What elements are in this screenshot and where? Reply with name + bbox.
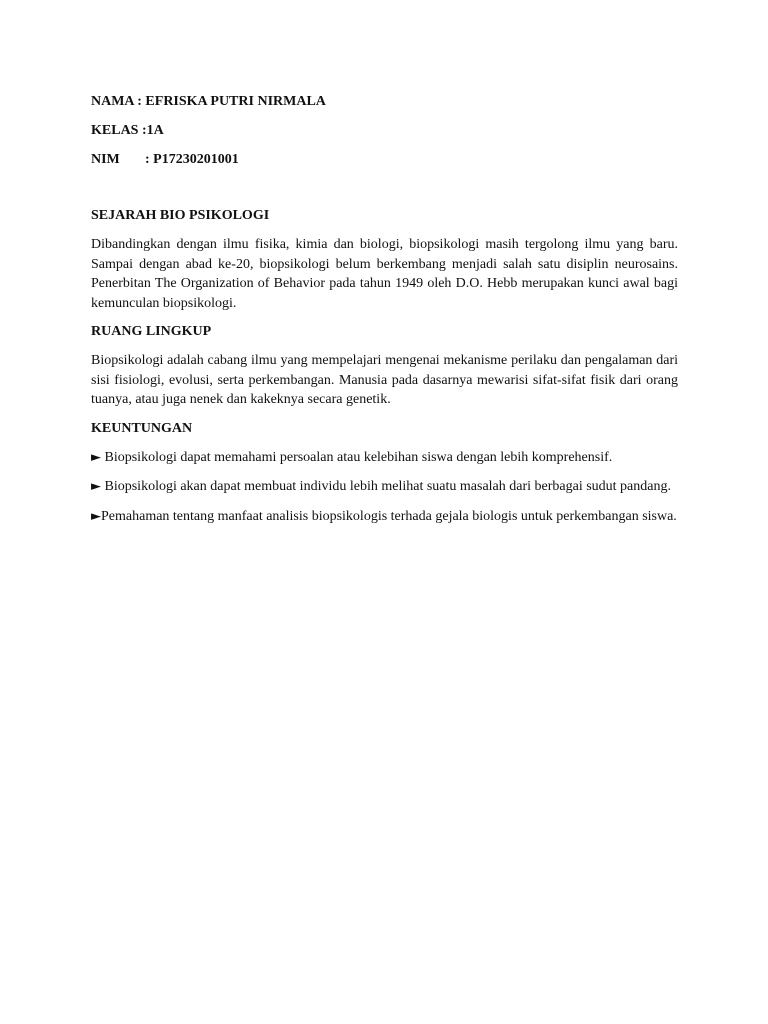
triangle-right-icon: ► — [91, 449, 101, 465]
history-heading: SEJARAH BIO PSIKOLOGI — [91, 208, 270, 223]
scope-paragraph: Biopsikologi adalah cabang ilmu yang mempelajari mengenai mekanisme perilaku dan pengalaman dari sisi fisiologi, evolusi, serta perkembangan. Manusia pada dasarnya mewarisi sifat-sifat fisik dari orang tuanya, atau juga nenek dan kakeknya secara genetik. — [91, 353, 678, 407]
document-page — [91, 93, 678, 536]
triangle-right-icon: ► — [91, 508, 101, 524]
history-paragraph: Dibandingkan dengan ilmu fisika, kimia dan biologi, biopsikologi masih tergolong ilmu yang baru. Sampai dengan abad ke-20, biopsikologi belum berkembang menjadi salah satu disiplin neurosains. Penerbitan The Organization of Behavior pada tahun 1949 oleh D.O. Hebb merupakan kunci awal bagi kemunculan biopsikologi. — [91, 237, 678, 311]
benefit-text: Biopsikologi akan dapat membuat individu lebih melihat suatu masalah dari berbagai sudut pandang. — [101, 479, 671, 494]
scope-heading: RUANG LINGKUP — [91, 324, 212, 339]
benefit-item-1 — [91, 448, 678, 468]
nim-label: NIM — [91, 152, 120, 167]
benefit-text: Pemahaman tentang manfaat analisis biopsikologis terhada gejala biologis untuk perkembangan siswa. — [101, 508, 677, 524]
nim-value: : P17230201001 — [145, 152, 239, 167]
student-nim — [91, 151, 678, 169]
student-name: NAMA : EFRISKA PUTRI NIRMALA — [91, 94, 326, 109]
triangle-right-icon: ► — [91, 479, 101, 494]
benefit-item-2 — [91, 477, 678, 497]
student-class: KELAS :1A — [91, 123, 164, 138]
benefits-heading: KEUNTUNGAN — [91, 420, 193, 436]
benefit-text: Biopsikologi dapat memahami persoalan atau kelebihan siswa dengan lebih komprehensif. — [101, 449, 613, 465]
benefit-item-3 — [91, 507, 678, 527]
